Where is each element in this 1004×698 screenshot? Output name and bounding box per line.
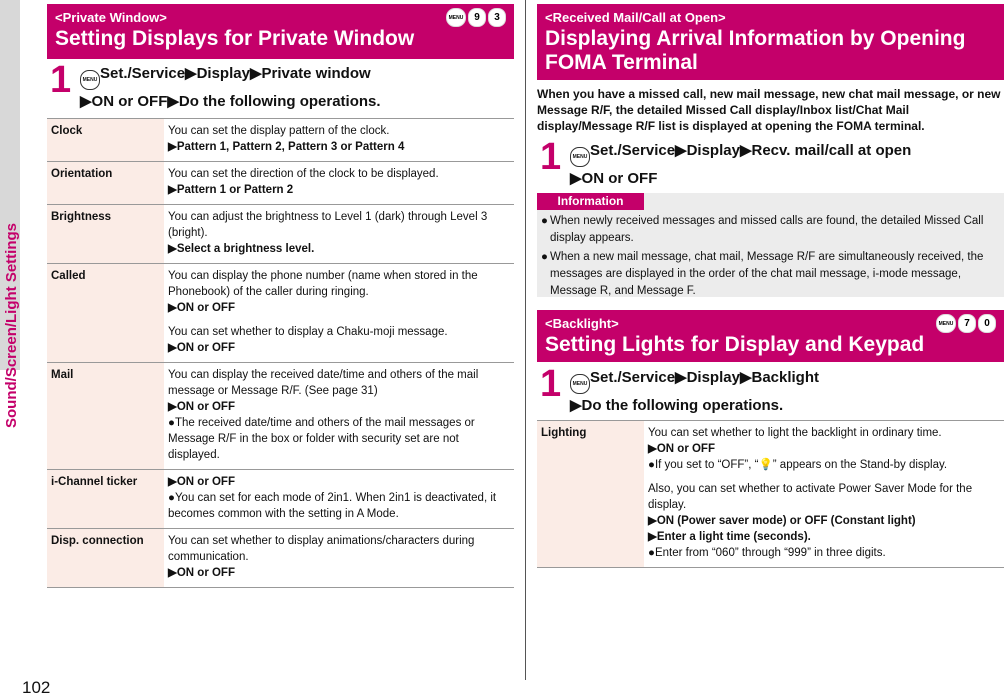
option-label: Orientation: [47, 162, 164, 205]
description-line: You can set whether to display animations/characters during communication.: [168, 535, 475, 563]
option-label: Lighting: [537, 421, 644, 568]
header-title: Setting Lights for Display and Keypad: [545, 333, 925, 356]
backlight-options-table: [537, 420, 1004, 568]
option-label: i-Channel ticker: [47, 470, 164, 529]
description-line: ▶ON or OFF: [648, 443, 715, 455]
menu-key-icon: MENU: [446, 8, 466, 27]
option-description: [164, 205, 514, 264]
step-number: 1: [540, 136, 562, 178]
key-9-icon: 9: [468, 8, 486, 27]
description-line: Also, you can set whether to activate Power Saver Mode for the display.: [648, 483, 973, 511]
table-row: [47, 162, 514, 205]
description-line: ▶ON or OFF: [168, 302, 235, 314]
information-label: Information: [537, 193, 644, 210]
step-line-2: ▶ON or OFF▶Do the following operations.: [80, 93, 381, 110]
step-instructions: [570, 366, 819, 417]
step-line-1: Set./Service▶Display▶Recv. mail/call at open: [590, 142, 912, 159]
header-title: Setting Displays for Private Window: [55, 27, 415, 50]
description-line: ●Enter from “060” through “999” in three digits.: [648, 547, 886, 559]
description-line: You can set the display pattern of the clock.: [168, 125, 390, 137]
info-item: ● When a new mail message, chat mail, Message R/F are simultaneously received, the messages are displayed in the order of the chat mail message, i-mode message, Message R, and Message F.: [541, 251, 984, 297]
received-mail-header: [537, 4, 1004, 80]
table-row: [47, 529, 514, 588]
shortcut-keys: [446, 8, 506, 27]
key-7-icon: 7: [958, 314, 976, 333]
info-item: ● When newly received messages and missed calls are found, the detailed Missed Call display appears.: [541, 215, 984, 244]
side-label-wrap: [0, 0, 24, 430]
option-description: [164, 529, 514, 588]
backlight-header: [537, 310, 1004, 362]
header-subtitle: <Received Mail/Call at Open>: [545, 10, 726, 25]
option-label: Clock: [47, 119, 164, 162]
table-row: [47, 119, 514, 162]
option-description: [164, 470, 514, 529]
intro-text: When you have a missed call, new mail message, new chat mail message, or new Message R/F, the detailed Missed Call display/Inbox list/Chat Mail display/Message R/F list is displayed at opening the FOMA terminal.: [537, 87, 1001, 133]
menu-key-icon: MENU: [936, 314, 956, 333]
option-description: [164, 363, 514, 470]
backlight-step: [540, 364, 1004, 414]
step-line-1: Set./Service▶Display▶Backlight: [590, 369, 819, 386]
description-line: You can set whether to light the backlight in ordinary time.: [648, 427, 942, 439]
option-label: Disp. connection: [47, 529, 164, 588]
key-0-icon: 0: [978, 314, 996, 333]
description-line: You can set whether to display a Chaku-moji message.: [168, 326, 448, 338]
description-line: ▶ON or OFF: [168, 342, 235, 354]
description-line: ▶ON or OFF: [168, 401, 235, 413]
menu-key-icon: MENU: [570, 374, 590, 394]
option-description: [164, 162, 514, 205]
information-list: [541, 213, 1001, 302]
option-label: Mail: [47, 363, 164, 470]
table-row: [47, 264, 514, 363]
description-line: You can display the phone number (name when stored in the Phonebook) of the caller during ringing.: [168, 270, 478, 298]
option-description: [164, 264, 514, 363]
step-number: 1: [540, 363, 562, 405]
key-3-icon: 3: [488, 8, 506, 27]
private-window-header: [47, 4, 514, 59]
private-window-step: [50, 60, 515, 110]
table-row: [47, 363, 514, 470]
description-line: You can display the received date/time and others of the mail message or Message R/F. (See page 31): [168, 369, 479, 397]
step-line-1: Set./Service▶Display▶Private window: [100, 65, 371, 82]
shortcut-keys: [936, 314, 996, 333]
table-row: [47, 205, 514, 264]
header-subtitle: <Private Window>: [55, 10, 167, 25]
header-title: Displaying Arrival Information by Opening FOMA Terminal: [545, 27, 966, 74]
description-line: ▶Pattern 1, Pattern 2, Pattern 3 or Pattern 4: [168, 141, 405, 153]
description-line: ▶ON or OFF: [168, 476, 235, 488]
step-line-2: ▶Do the following operations.: [570, 397, 784, 414]
header-subtitle: <Backlight>: [545, 316, 619, 331]
menu-key-icon: MENU: [80, 70, 100, 90]
description-line: ▶Select a brightness level.: [168, 243, 315, 255]
step-instructions: [80, 62, 381, 113]
description-line: ▶ON or OFF: [168, 567, 235, 579]
table-row: [47, 470, 514, 529]
menu-key-icon: MENU: [570, 147, 590, 167]
description-line: ●You can set for each mode of 2in1. When 2in1 is deactivated, it becomes common with the setting in A Mode.: [168, 492, 497, 520]
page-number: 102: [22, 678, 51, 697]
option-label: Called: [47, 264, 164, 363]
step-number: 1: [50, 59, 72, 101]
description-line: You can set the direction of the clock to be displayed.: [168, 168, 439, 180]
description-line: You can adjust the brightness to Level 1 (dark) through Level 3 (bright).: [168, 211, 488, 239]
description-line: ▶ON (Power saver mode) or OFF (Constant light): [648, 515, 916, 527]
description-line: ▶Enter a light time (seconds).: [648, 531, 811, 543]
description-line: ●If you set to “OFF”, “💡” appears on the Stand-by display.: [648, 459, 948, 471]
option-description: [644, 421, 1004, 568]
description-line: ●The received date/time and others of the mail messages or Message R/F in the box or folder with security set are not displayed.: [168, 417, 475, 461]
received-mail-step: [540, 137, 1004, 187]
step-instructions: [570, 139, 911, 190]
table-row: [537, 421, 1004, 568]
step-line-2: ▶ON or OFF: [570, 170, 658, 187]
option-label: Brightness: [47, 205, 164, 264]
side-label: Sound/Screen/Light Settings: [3, 222, 20, 428]
information-box: [537, 193, 1004, 297]
spacer: [648, 473, 1000, 481]
spacer: [168, 316, 510, 324]
column-divider: [525, 0, 526, 680]
option-description: [164, 119, 514, 162]
private-window-options-table: [47, 118, 514, 588]
description-line: ▶Pattern 1 or Pattern 2: [168, 184, 294, 196]
